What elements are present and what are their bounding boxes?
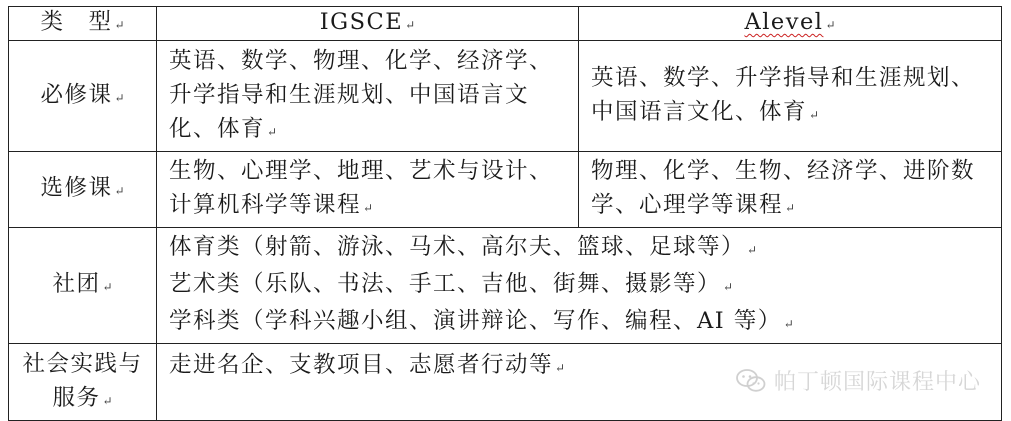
watermark-text: 帕丁顿国际课程中心 [773, 370, 981, 395]
curriculum-table-container [8, 6, 1002, 421]
table-row-required [9, 41, 1002, 152]
club-academic: 学科类（学科兴趣小组、演讲辩论、写作、编程、AI 等） ↵ [169, 308, 794, 334]
header-type: 类 型 ↵ [9, 7, 157, 41]
cell-igcse-elective: 生物、心理学、地理、艺术与设计、计算机科学等课程 ↵ [157, 152, 579, 228]
club-sports: 体育类（射箭、游泳、马术、高尔夫、篮球、足球等） ↵ [169, 234, 758, 260]
table-row-clubs [9, 228, 1002, 344]
cell-social-practice: 走进名企、支教项目、志愿者行动等 ↵ [157, 344, 1002, 421]
header-igcse: IGSCE ↵ [157, 7, 579, 41]
row-label-clubs: 社团 ↵ [9, 228, 157, 344]
wechat-icon [736, 368, 766, 394]
club-arts: 艺术类（乐队、书法、手工、吉他、街舞、摄影等） ↵ [169, 271, 734, 297]
row-label-required: 必修课 ↵ [9, 41, 157, 152]
cell-clubs [157, 228, 1002, 344]
row-label-social-practice: 社会实践与服务 ↵ [9, 344, 157, 421]
row-label-elective: 选修课 ↵ [9, 152, 157, 228]
cell-alevel-elective: 物理、化学、生物、经济学、进阶数学、心理学等课程 ↵ [579, 152, 1002, 228]
table-header-row [9, 7, 1002, 41]
cell-igcse-required: 英语、数学、物理、化学、经济学、升学指导和生涯规划、中国语言文化、体育 ↵ [157, 41, 579, 152]
cell-alevel-required: 英语、数学、升学指导和生涯规划、中国语言文化、体育 ↵ [579, 41, 1002, 152]
watermark [736, 365, 981, 396]
curriculum-table [8, 6, 1002, 421]
header-alevel: Alevel ↵ [579, 7, 1002, 41]
table-row-elective [9, 152, 1002, 228]
